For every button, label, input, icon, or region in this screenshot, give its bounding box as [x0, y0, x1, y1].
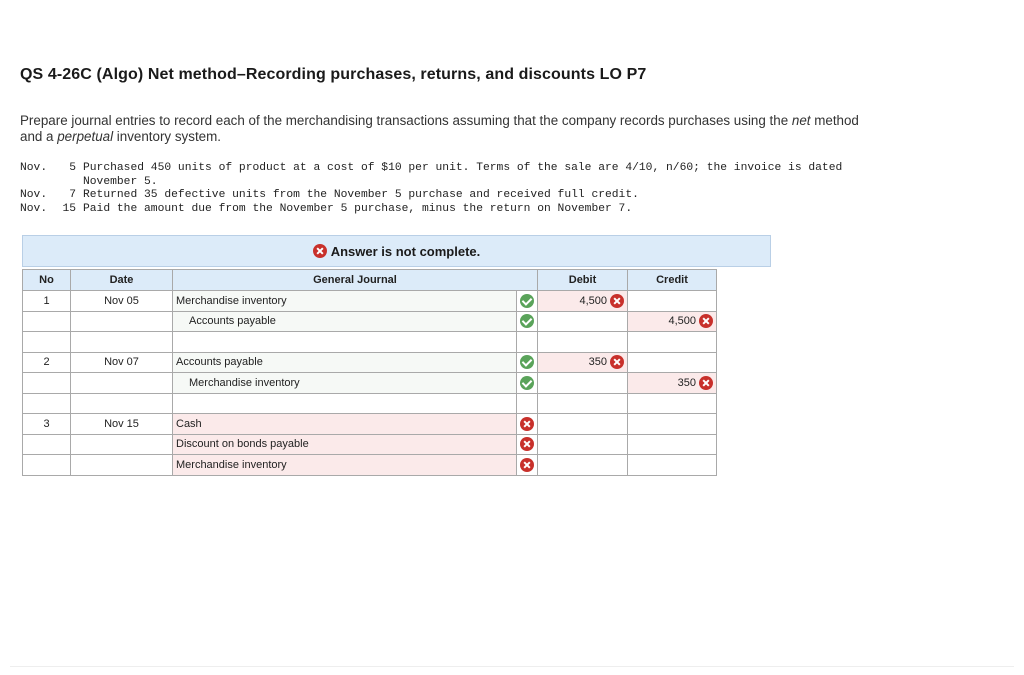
check-circle-icon	[520, 314, 534, 328]
check-circle-icon	[520, 376, 534, 390]
account-select[interactable]	[173, 434, 517, 455]
status-cell	[517, 373, 538, 394]
debit-input[interactable]	[538, 311, 628, 332]
transaction-text: Purchased 450 units of product at a cost of $10 per unit. Terms of the sale are 4/10, n/60; the invoice is dated November 5.	[83, 162, 843, 188]
instructions-emphasis-net: net	[791, 113, 811, 128]
x-circle-icon	[699, 376, 713, 390]
credit-value: 4,500	[668, 315, 696, 328]
x-circle-icon	[610, 294, 624, 308]
entry-number	[23, 434, 71, 455]
entry-number	[23, 311, 71, 332]
transaction-day: 15	[62, 202, 76, 215]
instructions-text-3: inventory system.	[113, 129, 221, 144]
account-select[interactable]	[173, 393, 517, 414]
account-select[interactable]	[173, 311, 517, 332]
check-circle-icon	[520, 355, 534, 369]
status-cell	[517, 393, 538, 414]
instructions-emphasis-perpetual: perpetual	[57, 129, 114, 144]
table-row	[23, 291, 717, 312]
debit-input[interactable]	[538, 455, 628, 476]
table-row	[23, 332, 717, 353]
status-cell	[517, 332, 538, 353]
instructions-text-2: method and a	[20, 113, 859, 144]
header-date: Date	[71, 270, 173, 291]
account-name: Merchandise inventory	[176, 294, 287, 307]
debit-value: 4,500	[579, 294, 607, 307]
table-row	[23, 414, 717, 435]
transaction-item	[20, 203, 883, 217]
debit-input[interactable]	[538, 434, 628, 455]
x-circle-icon	[699, 314, 713, 328]
account-select[interactable]	[173, 352, 517, 373]
entry-number	[23, 455, 71, 476]
credit-input[interactable]	[628, 373, 717, 394]
debit-input[interactable]	[538, 393, 628, 414]
status-cell	[517, 311, 538, 332]
date-select[interactable]: Nov 05	[71, 291, 173, 312]
answer-status-banner	[22, 235, 771, 267]
page-title: QS 4-26C (Algo) Net method–Recording purchases, returns, and discounts LO P7	[20, 66, 647, 83]
transaction-month: Nov.	[20, 162, 48, 174]
debit-input[interactable]	[538, 352, 628, 373]
x-circle-icon	[313, 244, 327, 258]
status-cell	[517, 455, 538, 476]
table-row	[23, 393, 717, 414]
date-select[interactable]	[71, 455, 173, 476]
divider	[10, 666, 1014, 667]
account-select[interactable]	[173, 414, 517, 435]
x-circle-icon	[520, 437, 534, 451]
date-select[interactable]: Nov 07	[71, 352, 173, 373]
entry-number: 3	[23, 414, 71, 435]
account-name: Merchandise inventory	[189, 376, 300, 389]
account-name: Discount on bonds payable	[176, 438, 309, 451]
answer-status-text: Answer is not complete.	[330, 243, 481, 259]
entry-number: 1	[23, 291, 71, 312]
date-select[interactable]: Nov 15	[71, 414, 173, 435]
credit-input[interactable]	[628, 393, 717, 414]
credit-input[interactable]	[628, 414, 717, 435]
date-select[interactable]	[71, 373, 173, 394]
credit-input[interactable]	[628, 311, 717, 332]
instructions	[20, 113, 880, 145]
table-row	[23, 434, 717, 455]
transaction-day: 5	[69, 162, 76, 174]
transaction-text: Paid the amount due from the November 5 purchase, minus the return on November 7.	[83, 202, 633, 215]
status-cell	[517, 352, 538, 373]
date-select[interactable]	[71, 332, 173, 353]
account-select[interactable]	[173, 373, 517, 394]
entry-number: 2	[23, 352, 71, 373]
account-select[interactable]	[173, 332, 517, 353]
header-debit: Debit	[538, 270, 628, 291]
header-no: No	[23, 270, 71, 291]
account-select[interactable]	[173, 455, 517, 476]
general-journal-table	[22, 269, 717, 476]
table-row	[23, 352, 717, 373]
transaction-text: Returned 35 defective units from the November 5 purchase and received full credit.	[83, 189, 639, 202]
status-cell	[517, 414, 538, 435]
table-header-row	[23, 270, 717, 291]
transaction-list	[20, 162, 883, 216]
table-row	[23, 373, 717, 394]
credit-value: 350	[677, 376, 696, 389]
date-select[interactable]	[71, 311, 173, 332]
account-name: Merchandise inventory	[176, 458, 287, 471]
date-select[interactable]	[71, 393, 173, 414]
transaction-month: Nov.	[20, 189, 48, 202]
transaction-month: Nov.	[20, 202, 48, 215]
date-select[interactable]	[71, 434, 173, 455]
header-credit: Credit	[628, 270, 717, 291]
credit-input[interactable]	[628, 352, 717, 373]
header-general-journal: General Journal	[173, 270, 538, 291]
transaction-day: 7	[69, 189, 76, 202]
account-name: Cash	[176, 417, 202, 430]
debit-input[interactable]	[538, 332, 628, 353]
instructions-text-1: Prepare journal entries to record each of the merchandising transactions assuming that the company records purchases using the	[20, 113, 792, 128]
status-cell	[517, 434, 538, 455]
check-circle-icon	[520, 294, 534, 308]
transaction-item	[20, 189, 883, 203]
debit-input[interactable]	[538, 414, 628, 435]
account-select[interactable]	[173, 291, 517, 312]
x-circle-icon	[610, 355, 624, 369]
debit-value: 350	[588, 356, 607, 369]
entry-number	[23, 373, 71, 394]
credit-input[interactable]	[628, 434, 717, 455]
transaction-item	[20, 162, 883, 189]
entry-number	[23, 332, 71, 353]
account-name: Accounts payable	[176, 356, 263, 369]
table-row	[23, 455, 717, 476]
x-circle-icon	[520, 417, 534, 431]
entry-number	[23, 393, 71, 414]
account-name: Accounts payable	[189, 315, 276, 328]
credit-input[interactable]	[628, 332, 717, 353]
debit-input[interactable]	[538, 373, 628, 394]
credit-input[interactable]	[628, 291, 717, 312]
credit-input[interactable]	[628, 455, 717, 476]
debit-input[interactable]	[538, 291, 628, 312]
x-circle-icon	[520, 458, 534, 472]
status-cell	[517, 291, 538, 312]
table-row	[23, 311, 717, 332]
